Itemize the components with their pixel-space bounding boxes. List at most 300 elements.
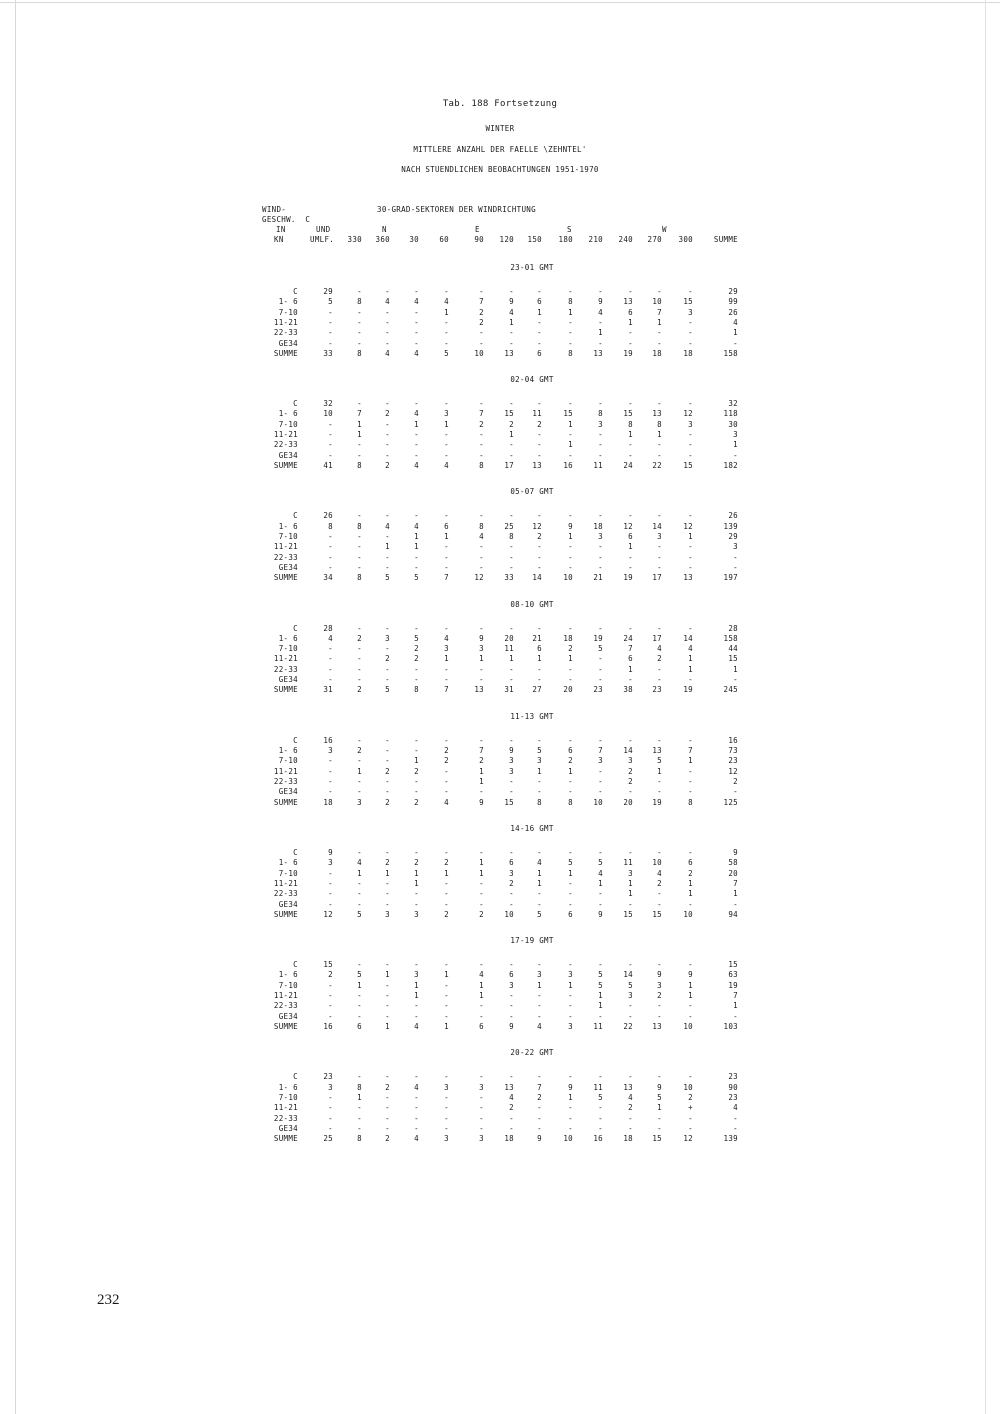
section-title: 17-19 GMT — [510, 936, 554, 946]
table-cell: 4 — [733, 1103, 738, 1113]
table-cell: 1 — [537, 878, 542, 888]
table-cell: - — [657, 960, 662, 970]
table-cell: - — [444, 787, 449, 797]
table-cell: 1 — [568, 1092, 573, 1102]
table-cell: - — [479, 899, 484, 909]
table-cell: - — [385, 899, 390, 909]
row-label: 7-10 — [278, 644, 298, 654]
table-cell: - — [628, 338, 633, 348]
table-cell: - — [357, 675, 362, 685]
header-wind-label: WIND- — [262, 205, 287, 214]
table-cell: - — [598, 440, 603, 450]
table-cell: 8 — [598, 409, 603, 419]
table-cell: 4 — [598, 868, 603, 878]
table-row — [262, 736, 742, 746]
table-cell: - — [509, 562, 514, 572]
table-cell: 8 — [568, 797, 573, 807]
table-cell: - — [628, 1001, 633, 1011]
table-cell: - — [537, 776, 542, 786]
table-cell: - — [385, 735, 390, 745]
section-title: 14-16 GMT — [510, 824, 554, 833]
table-cell: - — [509, 664, 514, 674]
table-cell: - — [385, 675, 390, 685]
table-cell: - — [414, 623, 419, 633]
table-cell: - — [357, 1113, 362, 1123]
table-cell: - — [444, 899, 449, 909]
table-cell: 158 — [723, 633, 738, 643]
table-cell: 1 — [628, 542, 633, 552]
table-cell: 7 — [733, 878, 738, 888]
table-cell: - — [598, 654, 603, 664]
table-cell: - — [598, 338, 603, 348]
table-cell: - — [537, 960, 542, 970]
table-cell: - — [688, 287, 693, 296]
table-cell: 1 — [414, 542, 419, 552]
table-cell: - — [444, 623, 449, 633]
table-cell: 3 — [537, 970, 542, 980]
table-cell: 1 — [414, 868, 419, 878]
row-label: SUMME — [273, 685, 298, 695]
table-cell: 1 — [733, 664, 738, 674]
table-cell: 2 — [385, 460, 390, 470]
table-cell: 8 — [568, 297, 573, 307]
table-cell: - — [479, 1072, 484, 1082]
table-cell: 2 — [509, 419, 514, 429]
table-cell: 8 — [357, 460, 362, 470]
table-cell: 2 — [444, 909, 449, 919]
table-cell: - — [357, 735, 362, 745]
table-cell: 7 — [628, 644, 633, 654]
table-row — [262, 511, 742, 521]
table-cell: - — [733, 899, 738, 909]
table-cell: - — [568, 878, 573, 888]
table-cell: - — [328, 542, 333, 552]
table-cell: - — [385, 552, 390, 562]
row-label: C — [293, 735, 298, 745]
row-label: 7-10 — [278, 531, 298, 541]
table-cell: - — [414, 1103, 419, 1113]
table-cell: 1 — [688, 756, 693, 766]
table-cell: 4 — [657, 644, 662, 654]
table-cell: 12 — [623, 521, 633, 531]
table-cell: - — [509, 623, 514, 633]
row-label: 1- 6 — [278, 409, 298, 419]
table-cell: 4 — [414, 409, 419, 419]
table-cell: 16 — [323, 735, 333, 745]
table-cell: 197 — [723, 573, 738, 583]
table-cell: 28 — [728, 623, 738, 633]
table-cell: 31 — [323, 685, 333, 695]
section-title: 08-10 GMT — [510, 599, 554, 609]
table-cell: 1 — [444, 307, 449, 317]
column-header-150: 150 — [527, 235, 542, 244]
table-cell: - — [385, 664, 390, 674]
table-cell: - — [357, 991, 362, 1001]
table-cell: - — [628, 440, 633, 450]
table-cell: - — [414, 552, 419, 562]
table-cell: 1 — [414, 878, 419, 888]
table-cell: - — [733, 1123, 738, 1133]
table-row — [262, 970, 742, 980]
table-cell: - — [509, 1011, 514, 1021]
table-cell: 1 — [444, 419, 449, 429]
table-cell: 2 — [385, 654, 390, 664]
table-cell: - — [628, 787, 633, 797]
table-cell: 2 — [414, 654, 419, 664]
table-cell: - — [328, 440, 333, 450]
table-cell: - — [598, 552, 603, 562]
row-label: C — [293, 399, 298, 409]
table-cell: 10 — [593, 797, 603, 807]
table-cell: - — [385, 1001, 390, 1011]
table-cell: - — [598, 1123, 603, 1133]
observation-period: NACH STUENDLICHEN BEOBACHTUNGEN 1951-1970 — [401, 165, 599, 174]
table-cell: - — [385, 399, 390, 409]
table-cell: 1 — [444, 531, 449, 541]
table-cell: 19 — [683, 685, 693, 695]
table-row — [262, 767, 742, 777]
table-cell: - — [657, 735, 662, 745]
table-cell: 4 — [628, 1092, 633, 1102]
table-cell: 3 — [479, 1134, 484, 1144]
table-cell: 34 — [323, 573, 333, 583]
season-title: WINTER — [485, 124, 515, 133]
row-label: 1- 6 — [278, 858, 298, 868]
time-section — [262, 936, 742, 1036]
row-label: 11-21 — [273, 542, 298, 552]
table-cell: 2 — [628, 1103, 633, 1113]
table-cell: - — [357, 1072, 362, 1082]
table-cell: 4 — [479, 531, 484, 541]
table-cell: - — [357, 450, 362, 460]
table-cell: 2 — [385, 409, 390, 419]
table-cell: - — [414, 287, 419, 296]
table-cell: 4 — [444, 297, 449, 307]
table-cell: 2 — [537, 531, 542, 541]
table-cell: 1 — [479, 766, 484, 776]
table-cell: 2 — [733, 776, 738, 786]
table-cell: - — [479, 430, 484, 440]
table-cell: 12 — [683, 409, 693, 419]
table-cell: 4 — [414, 1082, 419, 1092]
table-cell: 3 — [598, 531, 603, 541]
table-cell: 2 — [479, 419, 484, 429]
table-cell: 13 — [593, 348, 603, 358]
table-cell: - — [598, 623, 603, 633]
table-cell: 1 — [537, 868, 542, 878]
table-cell: - — [385, 440, 390, 450]
table-cell: 1 — [733, 889, 738, 899]
table-cell: 20 — [728, 868, 738, 878]
table-cell: - — [414, 889, 419, 899]
header-kn-label: KN — [274, 235, 284, 244]
table-cell: - — [598, 511, 603, 521]
table-cell: - — [385, 623, 390, 633]
table-cell: 3 — [444, 1134, 449, 1144]
table-row — [262, 644, 742, 654]
table-cell: 3 — [328, 746, 333, 756]
table-row — [262, 756, 742, 766]
table-row — [262, 746, 742, 756]
table-cell: 1 — [357, 980, 362, 990]
table-cell: 6 — [357, 1021, 362, 1031]
table-cell: - — [537, 440, 542, 450]
table-cell: 7 — [733, 991, 738, 1001]
table-cell: 7 — [444, 573, 449, 583]
table-cell: - — [385, 1011, 390, 1021]
table-cell: - — [509, 338, 514, 348]
table-cell: 22 — [623, 1021, 633, 1031]
table-cell: 8 — [568, 348, 573, 358]
column-header-90: 90 — [474, 235, 484, 244]
table-cell: 1 — [688, 889, 693, 899]
table-cell: 18 — [563, 633, 573, 643]
table-cell: 16 — [563, 460, 573, 470]
table-cell: + — [688, 1103, 693, 1113]
table-cell: - — [357, 787, 362, 797]
table-cell: - — [688, 338, 693, 348]
table-cell: 6 — [688, 858, 693, 868]
table-cell: 1 — [688, 991, 693, 1001]
table-cell: - — [657, 450, 662, 460]
table-cell: - — [328, 1123, 333, 1133]
table-cell: - — [357, 623, 362, 633]
table-row — [262, 787, 742, 797]
table-cell: - — [357, 664, 362, 674]
table-cell: - — [688, 430, 693, 440]
table-cell: - — [568, 787, 573, 797]
table-cell: - — [414, 307, 419, 317]
table-cell: - — [657, 1123, 662, 1133]
table-cell: - — [537, 623, 542, 633]
table-cell: 17 — [652, 573, 662, 583]
table-cell: - — [509, 889, 514, 899]
table-cell: - — [414, 787, 419, 797]
table-cell: 1 — [444, 970, 449, 980]
column-header-30: 30 — [409, 235, 419, 244]
table-cell: - — [385, 450, 390, 460]
table-cell: 5 — [598, 970, 603, 980]
table-cell: - — [628, 511, 633, 521]
table-cell: 3 — [598, 419, 603, 429]
table-cell: - — [568, 552, 573, 562]
table-cell: - — [688, 735, 693, 745]
table-cell: 5 — [628, 980, 633, 990]
table-cell: 1 — [479, 980, 484, 990]
table-cell: - — [357, 531, 362, 541]
table-cell: 19 — [728, 980, 738, 990]
table-row — [262, 461, 742, 471]
table-cell: - — [688, 623, 693, 633]
table-cell: 1 — [598, 878, 603, 888]
row-label: 11-21 — [273, 991, 298, 1001]
table-cell: - — [628, 623, 633, 633]
table-cell: - — [657, 675, 662, 685]
table-cell: 6 — [537, 297, 542, 307]
table-cell: - — [385, 307, 390, 317]
row-label: GE34 — [278, 1123, 298, 1133]
table-cell: 11 — [532, 409, 542, 419]
table-cell: - — [537, 1113, 542, 1123]
table-cell: - — [509, 787, 514, 797]
table-cell: - — [598, 430, 603, 440]
table-cell: - — [328, 552, 333, 562]
table-cell: - — [657, 1001, 662, 1011]
table-cell: - — [328, 419, 333, 429]
table-cell: 245 — [723, 685, 738, 695]
table-row — [262, 440, 742, 450]
table-cell: 2 — [385, 1134, 390, 1144]
scan-edge-left — [15, 0, 16, 1414]
table-cell: 15 — [683, 297, 693, 307]
table-cell: - — [328, 654, 333, 664]
table-cell: - — [414, 430, 419, 440]
table-cell: 8 — [479, 460, 484, 470]
table-cell: 6 — [628, 654, 633, 664]
column-header-360: 360 — [375, 235, 390, 244]
table-cell: - — [598, 960, 603, 970]
table-cell: - — [444, 328, 449, 338]
table-cell: - — [628, 1123, 633, 1133]
table-cell: - — [598, 675, 603, 685]
table-cell: - — [657, 1011, 662, 1021]
table-cell: - — [568, 542, 573, 552]
table-cell: 4 — [444, 797, 449, 807]
table-cell: - — [385, 430, 390, 440]
table-cell: - — [328, 328, 333, 338]
table-cell: - — [568, 899, 573, 909]
table-row — [262, 287, 742, 297]
time-section — [262, 712, 742, 812]
table-cell: - — [657, 623, 662, 633]
table-cell: - — [688, 1001, 693, 1011]
table-cell: - — [357, 307, 362, 317]
table-cell: 19 — [623, 348, 633, 358]
table-cell: 2 — [414, 644, 419, 654]
table-cell: - — [385, 960, 390, 970]
table-cell: 6 — [628, 531, 633, 541]
table-cell: - — [444, 735, 449, 745]
table-cell: - — [385, 1092, 390, 1102]
table-cell: 3 — [733, 542, 738, 552]
row-label: 7-10 — [278, 980, 298, 990]
table-cell: 7 — [479, 297, 484, 307]
table-cell: 1 — [598, 1001, 603, 1011]
table-row — [262, 308, 742, 318]
table-cell: 11 — [593, 1082, 603, 1092]
time-section — [262, 824, 742, 924]
table-cell: 1 — [414, 980, 419, 990]
table-cell: - — [568, 399, 573, 409]
table-row — [262, 960, 742, 970]
table-cell: 1 — [414, 756, 419, 766]
table-cell: 6 — [509, 970, 514, 980]
row-label: 1- 6 — [278, 297, 298, 307]
table-row — [262, 848, 742, 858]
table-cell: 3 — [479, 1082, 484, 1092]
table-cell: 1 — [479, 654, 484, 664]
table-cell: 10 — [683, 909, 693, 919]
table-cell: 15 — [728, 654, 738, 664]
table-cell: - — [328, 980, 333, 990]
table-cell: - — [568, 623, 573, 633]
table-cell: 19 — [652, 797, 662, 807]
time-section — [262, 1048, 742, 1148]
table-cell: - — [479, 623, 484, 633]
table-cell: 2 — [509, 878, 514, 888]
table-cell: 3 — [688, 307, 693, 317]
section-title: 23-01 GMT — [510, 263, 554, 272]
table-cell: 1 — [414, 531, 419, 541]
table-cell: 18 — [323, 797, 333, 807]
table-cell: - — [328, 776, 333, 786]
table-cell: - — [385, 287, 390, 296]
table-cell: - — [688, 1113, 693, 1123]
table-cell: 7 — [537, 1082, 542, 1092]
table-cell: - — [479, 960, 484, 970]
table-cell: - — [328, 991, 333, 1001]
table-cell: 6 — [537, 348, 542, 358]
table-cell: 2 — [357, 633, 362, 643]
table-cell: 7 — [479, 746, 484, 756]
table-cell: - — [598, 889, 603, 899]
table-cell: - — [537, 1072, 542, 1082]
table-cell: - — [509, 450, 514, 460]
table-cell: - — [688, 399, 693, 409]
table-cell: - — [385, 1072, 390, 1082]
table-cell: 3 — [628, 868, 633, 878]
table-caption: Tab. 188 Fortsetzung — [442, 99, 558, 109]
table-cell: - — [328, 338, 333, 348]
table-cell: 27 — [532, 685, 542, 695]
table-cell: - — [479, 1092, 484, 1102]
table-cell: - — [357, 1123, 362, 1133]
table-cell: 2 — [537, 1092, 542, 1102]
table-cell: - — [414, 1113, 419, 1123]
row-label: 11-21 — [273, 766, 298, 776]
table-cell: 12 — [683, 521, 693, 531]
table-cell: 1 — [537, 980, 542, 990]
table-cell: - — [357, 1001, 362, 1011]
table-cell: 8 — [357, 297, 362, 307]
table-row — [262, 879, 742, 889]
table-cell: - — [628, 1113, 633, 1123]
table-cell: - — [385, 644, 390, 654]
table-cell: 18 — [504, 1134, 514, 1144]
table-cell: - — [328, 317, 333, 327]
table-cell: 3 — [509, 766, 514, 776]
table-cell: 5 — [598, 644, 603, 654]
header-dir-w: W — [662, 225, 667, 234]
table-cell: 3 — [628, 991, 633, 1001]
table-cell: - — [414, 899, 419, 909]
table-cell: - — [657, 664, 662, 674]
table-cell: 13 — [652, 409, 662, 419]
table-cell: - — [444, 878, 449, 888]
table-cell: - — [598, 787, 603, 797]
table-cell: 12 — [532, 521, 542, 531]
row-label: GE34 — [278, 787, 298, 797]
table-cell: - — [657, 1072, 662, 1082]
table-cell: 9 — [479, 797, 484, 807]
table-cell: 8 — [537, 797, 542, 807]
table-cell: - — [444, 287, 449, 296]
table-cell: 44 — [728, 644, 738, 654]
table-cell: - — [385, 1103, 390, 1113]
table-cell: - — [537, 511, 542, 521]
table-cell: 7 — [598, 746, 603, 756]
table-cell: - — [537, 430, 542, 440]
